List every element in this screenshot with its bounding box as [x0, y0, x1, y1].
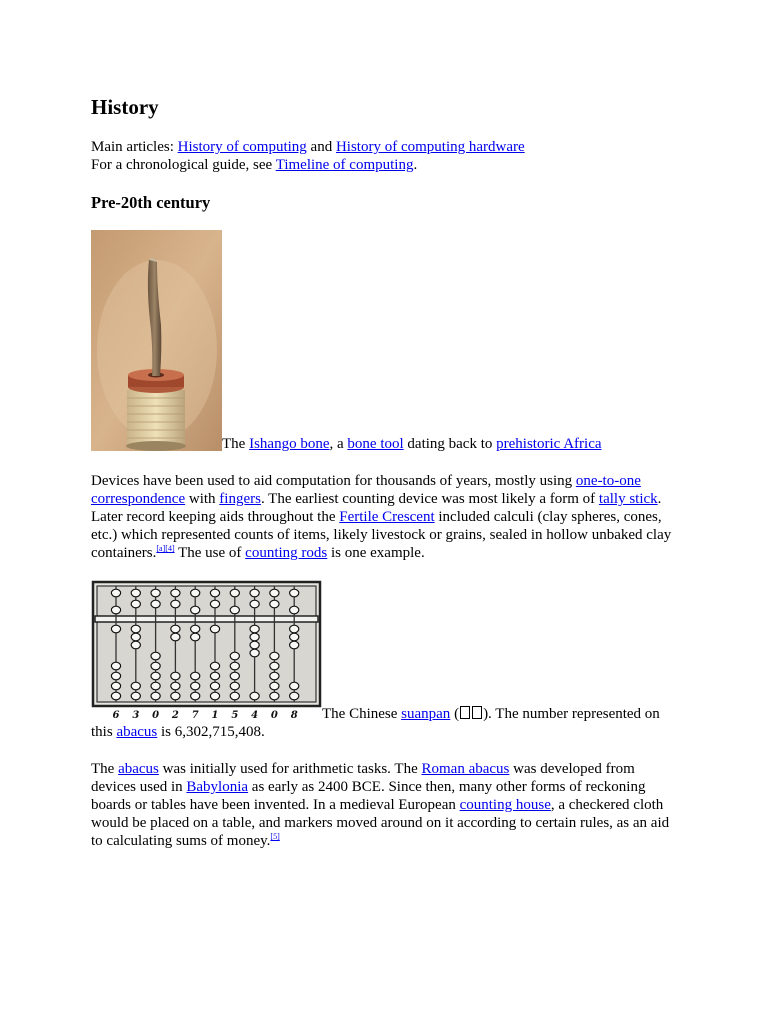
abacus-bead	[250, 641, 259, 649]
abacus-bead	[151, 672, 160, 680]
abacus-bead	[250, 633, 259, 641]
abacus-digit-label: 2	[171, 710, 179, 721]
abacus-digit-label: 0	[152, 710, 160, 721]
abacus-bead	[151, 692, 160, 700]
para2-text3: was developed from devices used in	[91, 761, 635, 795]
abacus-bead	[270, 682, 279, 690]
abacus-bead	[290, 682, 299, 690]
link-babylonia[interactable]: Babylonia	[186, 779, 249, 795]
abacus-digit-label: 5	[231, 710, 239, 721]
link-one-to-one-correspondence[interactable]: one-to-one correspondence	[91, 473, 641, 507]
abacus-bead	[131, 600, 140, 608]
para2-text5: , a checkered cloth would be placed on a table, and markers moved around on it according to certain rules, as an aid to calculating sums of money.	[91, 797, 670, 849]
abacus-bead	[151, 652, 160, 660]
abacus-bead	[171, 633, 180, 641]
abacus-bead	[210, 682, 219, 690]
abacus-digit-label: 1	[211, 710, 219, 721]
abacus-bead	[290, 589, 299, 597]
abacus-bead	[290, 606, 299, 614]
abacus-bead	[111, 682, 120, 690]
caption2-paren-open: (	[450, 706, 460, 722]
link-history-of-computing[interactable]: History of computing	[177, 139, 307, 155]
abacus-digit-label: 4	[251, 710, 259, 721]
abacus-bead	[171, 589, 180, 597]
abacus-digit-label: 7	[191, 710, 199, 721]
paragraph-devices	[91, 472, 675, 562]
link-timeline-of-computing[interactable]: Timeline of computing	[275, 157, 414, 173]
abacus-bead	[111, 692, 120, 700]
abacus-bead	[151, 682, 160, 690]
hatnote-prefix: Main articles:	[91, 139, 178, 155]
abacus-bead	[131, 682, 140, 690]
figure2-caption-line2	[91, 723, 265, 741]
abacus-bead	[151, 662, 160, 670]
abacus-bead	[290, 625, 299, 633]
abacus-bead	[290, 633, 299, 641]
para1-text2: with	[185, 491, 220, 507]
abacus-bead	[250, 692, 259, 700]
abacus-bead	[171, 682, 180, 690]
caption2-number: is 6,302,715,408.	[157, 724, 265, 740]
para2-text1: The	[91, 761, 119, 777]
link-history-of-computing-hardware[interactable]: History of computing hardware	[335, 139, 525, 155]
subsection-heading: Pre-20th century	[91, 193, 211, 212]
figure1-caption	[222, 435, 602, 453]
abacus-bead	[111, 625, 120, 633]
abacus-bead	[191, 682, 200, 690]
para1-text1: Devices have been used to aid computation for thousands of years, mostly using	[91, 473, 576, 489]
abacus-bead	[191, 589, 200, 597]
missing-glyph-box	[460, 706, 470, 719]
suanpan-image	[91, 580, 322, 722]
link-counting-rods[interactable]: counting rods	[245, 545, 328, 561]
abacus-bead	[230, 692, 239, 700]
abacus-bead	[250, 649, 259, 657]
para1-text5: included calculi (clay spheres, cones, etc.) which represented counts of items, likely livestock or grains, sealed in hollow unbaked clay containers.	[91, 509, 672, 561]
abacus-bead	[131, 633, 140, 641]
para2-text4: as early as 2400 BCE. Since then, many other forms of reckoning boards or tables have been invented. In a medieval European	[91, 779, 646, 813]
hatnote-line2-prefix: For a chronological guide, see	[91, 157, 276, 173]
link-fertile-crescent[interactable]: Fertile Crescent	[339, 509, 435, 525]
abacus-digit-label: 8	[290, 710, 298, 721]
abacus-bead	[270, 652, 279, 660]
para1-text3: . The earliest counting device was most likely a form of	[260, 491, 599, 507]
abacus-bead	[230, 662, 239, 670]
link-tally-stick[interactable]: tally stick	[598, 491, 658, 507]
ref-4[interactable]: [4]	[165, 544, 175, 553]
caption-sep1: , a	[329, 436, 348, 452]
hatnote-line2-suffix: .	[413, 157, 418, 173]
abacus-bead	[270, 692, 279, 700]
link-ishango-bone[interactable]: Ishango bone	[249, 436, 330, 452]
abacus-bead	[230, 589, 239, 597]
abacus-bead	[210, 589, 219, 597]
link-bone-tool[interactable]: bone tool	[347, 436, 404, 452]
caption2-the-chinese: The Chinese	[322, 706, 402, 722]
abacus-bead	[290, 692, 299, 700]
abacus-bead	[191, 625, 200, 633]
para1-text4: . Later record keeping aids throughout the	[91, 491, 662, 525]
caption2-this: this	[91, 724, 117, 740]
caption-sep2: dating back to	[403, 436, 497, 452]
abacus-bead	[191, 672, 200, 680]
abacus-digit-label: 0	[270, 710, 278, 721]
abacus-bead	[131, 625, 140, 633]
abacus-digit-label: 3	[132, 710, 140, 721]
figure2-caption-line1	[322, 705, 660, 723]
abacus-bead	[191, 692, 200, 700]
abacus-bead	[210, 625, 219, 633]
abacus-bead	[250, 625, 259, 633]
abacus-bead	[111, 589, 120, 597]
para2-text2: was initially used for arithmetic tasks. The	[158, 761, 422, 777]
abacus-bead	[171, 692, 180, 700]
abacus-bead	[131, 641, 140, 649]
abacus-digit-label: 6	[112, 710, 120, 721]
abacus-bead	[151, 600, 160, 608]
link-abacus-caption[interactable]: abacus	[116, 724, 158, 740]
missing-glyph-box	[472, 706, 482, 719]
abacus-bead	[290, 641, 299, 649]
link-suanpan[interactable]: suanpan	[401, 706, 451, 722]
hatnote	[91, 138, 525, 174]
para1-text6: The use of	[174, 545, 246, 561]
ishango-bone-image	[91, 230, 222, 451]
abacus-bead	[191, 633, 200, 641]
abacus-bead	[210, 600, 219, 608]
abacus-bead	[230, 652, 239, 660]
abacus-bead	[230, 672, 239, 680]
abacus-bead	[210, 662, 219, 670]
abacus-bead	[250, 600, 259, 608]
abacus-bead	[131, 589, 140, 597]
abacus-bead	[111, 662, 120, 670]
abacus-bead	[210, 672, 219, 680]
abacus-bead	[210, 692, 219, 700]
link-prehistoric-africa[interactable]: prehistoric Africa	[496, 436, 602, 452]
abacus-bead	[151, 589, 160, 597]
ref-a[interactable]: [a]	[156, 544, 166, 553]
hatnote-and: and	[306, 139, 336, 155]
abacus-bead	[270, 589, 279, 597]
abacus-bead	[230, 606, 239, 614]
section-heading: History	[91, 95, 159, 119]
link-fingers[interactable]: fingers	[219, 491, 261, 507]
abacus-bead	[250, 589, 259, 597]
abacus-bead	[171, 625, 180, 633]
abacus-bead	[230, 682, 239, 690]
paragraph-abacus	[91, 760, 681, 850]
caption-the: The	[222, 436, 250, 452]
link-abacus[interactable]: abacus	[118, 761, 159, 777]
abacus-bead	[111, 672, 120, 680]
link-roman-abacus[interactable]: Roman abacus	[421, 761, 510, 777]
abacus-bead	[270, 600, 279, 608]
ref-5[interactable]: [5]	[270, 832, 280, 841]
abacus-bead	[270, 662, 279, 670]
abacus-bead	[111, 606, 120, 614]
para1-text7: is one example.	[327, 545, 425, 561]
caption2-paren-close: ). The number represented on	[483, 706, 660, 722]
abacus-bead	[171, 672, 180, 680]
link-counting-house[interactable]: counting house	[459, 797, 551, 813]
abacus-bead	[191, 606, 200, 614]
abacus-bead	[131, 692, 140, 700]
abacus-bead	[171, 600, 180, 608]
abacus-bead	[270, 672, 279, 680]
